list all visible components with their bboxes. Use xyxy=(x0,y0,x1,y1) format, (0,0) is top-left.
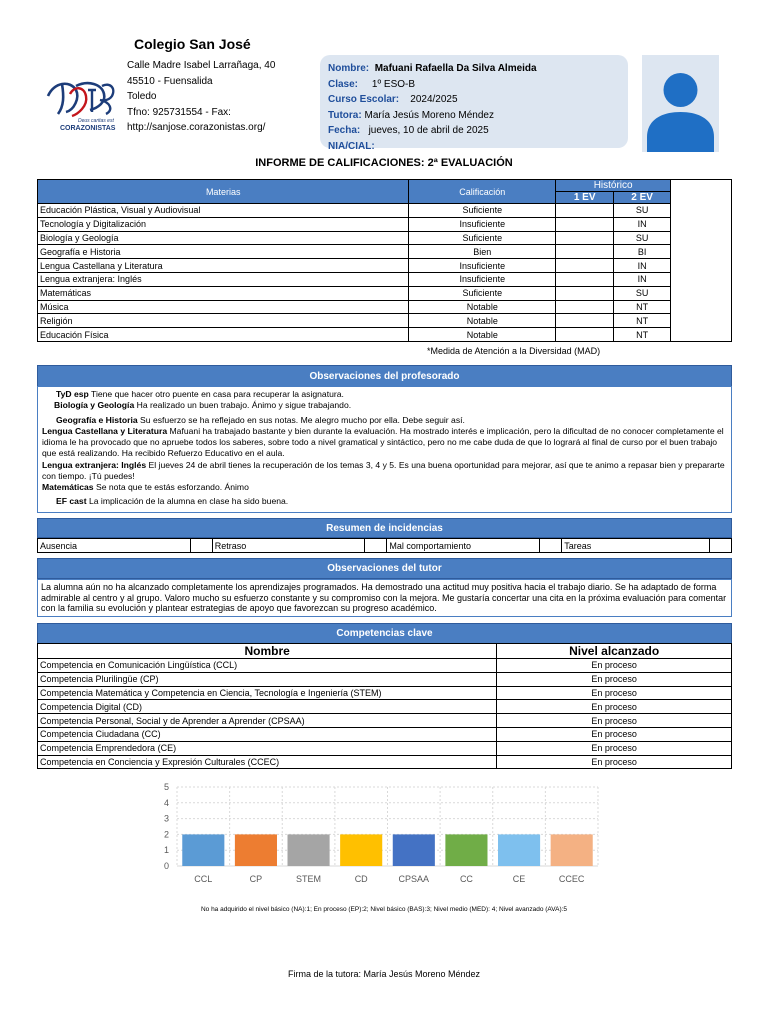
subject-grade: Notable xyxy=(409,328,556,342)
table-row xyxy=(38,727,732,741)
student-info xyxy=(328,61,537,154)
school-year: 2024/2025 xyxy=(410,94,458,105)
ev1-value xyxy=(556,300,614,314)
competency-name: Competencia Personal, Social y de Aprender a Aprender (CPSAA) xyxy=(38,714,497,728)
table-row xyxy=(38,672,732,686)
x-tick-label: CPSAA xyxy=(398,874,430,884)
ev2-value: NT xyxy=(614,328,671,342)
ev2-value: SU xyxy=(614,286,671,300)
subject-grade: Insuficiente xyxy=(409,272,556,286)
report-date: jueves, 10 de abril de 2025 xyxy=(368,125,489,136)
table-row xyxy=(38,659,732,673)
y-tick-label: 4 xyxy=(163,797,169,808)
competency-name: Competencia en Comunicación Lingüística (CCL) xyxy=(38,659,497,673)
ev2-header: 2 EV xyxy=(614,192,671,204)
table-row xyxy=(38,217,732,231)
observation-subject: Matemáticas xyxy=(42,482,94,493)
ev1-value xyxy=(556,245,614,259)
teacher-observations-box xyxy=(37,386,732,513)
address-line: Toledo xyxy=(127,91,157,102)
ev1-value xyxy=(556,286,614,300)
nia-label: NIA/CIAL: xyxy=(328,140,375,152)
ev2-value: NT xyxy=(614,300,671,314)
subject-name: Música xyxy=(38,300,409,314)
competency-level: En proceso xyxy=(497,686,732,700)
table-row xyxy=(38,204,732,218)
observation-subject: Lengua extranjera: Inglés xyxy=(42,459,147,470)
observation-text: El jueves 24 de abril tienes la recuperación de los temas 3, 4 y 5. Es una buena oportunidad para mejorar, así que te animo a repasar bien y prepararte con tiempo. ¡Tú puedes! xyxy=(42,459,725,482)
subject-name: Biología y Geología xyxy=(38,231,409,245)
table-row xyxy=(38,259,732,273)
subject-name: Lengua extranjera: Inglés xyxy=(38,272,409,286)
competency-level: En proceso xyxy=(497,741,732,755)
x-tick-label: CE xyxy=(512,874,526,884)
student-photo xyxy=(642,55,719,152)
observation-item xyxy=(42,482,727,493)
report-title: INFORME DE CALIFICACIONES: 2ª EVALUACIÓN xyxy=(255,157,513,169)
observation-subject: EF cast xyxy=(56,495,87,506)
table-row xyxy=(38,755,732,769)
ev2-value: BI xyxy=(614,245,671,259)
incident-value xyxy=(709,539,731,553)
phone-line: Tfno: 925731554 - Fax: xyxy=(127,106,231,118)
tutor-name: María Jesús Moreno Méndez xyxy=(364,109,494,121)
class-label: Clase: xyxy=(328,78,359,90)
chart-bar xyxy=(182,834,224,866)
table-row xyxy=(38,700,732,714)
ev1-value xyxy=(556,328,614,342)
table-row xyxy=(38,539,732,553)
x-tick-label: CC xyxy=(459,874,473,884)
competency-name: Competencia Ciudadana (CC) xyxy=(38,727,497,741)
chart-bar xyxy=(288,834,330,866)
observation-text: Mafuani ha trabajado bastante y bien durante la evaluación. Ha mostrado interés e implicación, pero la dificultad de no conocer completamente el idioma le ha provocado que no apruebe todos los saberes, sobre todo a nivel gramatical y sintáctico, pero no me cabe duda de que lo logrará al final de curso por el buen trabajo que está realizando. Ha recibido Refuerzo Educativo en el aula. xyxy=(42,425,724,459)
ev2-value: IN xyxy=(614,272,671,286)
observation-text: Su esfuerzo se ha reflejado en sus notas. Me alegro mucho por ella. Debe seguir así. xyxy=(137,414,465,425)
incident-label: Ausencia xyxy=(38,539,191,553)
observation-item xyxy=(42,426,727,460)
subjects-header: Materias xyxy=(38,180,409,204)
incident-value xyxy=(365,539,387,553)
subject-grade: Suficiente xyxy=(409,204,556,218)
school-logo xyxy=(40,76,122,132)
subject-name: Educación Física xyxy=(38,328,409,342)
x-tick-label: CD xyxy=(354,874,368,884)
subject-grade: Suficiente xyxy=(409,231,556,245)
chart-bar xyxy=(235,834,277,866)
competency-level: En proceso xyxy=(497,659,732,673)
table-row xyxy=(38,286,732,300)
incident-label: Retraso xyxy=(212,539,365,553)
observation-subject: Biología y Geología xyxy=(54,400,135,411)
chart-bar xyxy=(393,834,435,866)
x-tick-label: CP xyxy=(249,874,263,884)
ev2-value: IN xyxy=(614,217,671,231)
subject-name: Tecnología y Digitalización xyxy=(38,217,409,231)
competency-name: Competencia en Conciencia y Expresión Culturales (CCEC) xyxy=(38,755,497,769)
grades-table xyxy=(37,179,732,342)
school-address xyxy=(127,58,275,136)
observation-item xyxy=(42,400,727,411)
teacher-observations-header: Observaciones del profesorado xyxy=(37,365,732,387)
chart-bar xyxy=(551,834,593,866)
table-row xyxy=(38,272,732,286)
table-row xyxy=(38,231,732,245)
competency-level: En proceso xyxy=(497,714,732,728)
student-class: 1º ESO-B xyxy=(371,78,416,90)
competencies-chart xyxy=(150,780,610,890)
ev1-value xyxy=(556,217,614,231)
subject-grade: Bien xyxy=(409,245,556,259)
incident-value xyxy=(540,539,562,553)
tutor-observations-box xyxy=(37,579,732,617)
incident-label: Mal comportamiento xyxy=(387,539,540,553)
teacher-observations-text xyxy=(38,387,731,509)
level-legend-note: No ha adquirido el nivel básico (NA):1; En proceso (EP):2; Nivel básico (BAS):3; Nivel medio (MED): 4; Nivel avanzado (AVA):5 xyxy=(200,906,568,913)
subject-name: Lengua Castellana y Literatura xyxy=(38,259,409,273)
x-tick-label: CCL xyxy=(194,874,213,884)
observation-subject: Geografía e Historia xyxy=(56,414,138,425)
observation-subject: TyD esp xyxy=(56,389,89,399)
competency-level: En proceso xyxy=(497,755,732,769)
incidents-table xyxy=(37,538,732,553)
competency-name: Competencia Digital (CD) xyxy=(38,700,497,714)
competency-name: Competencia Emprendedora (CE) xyxy=(38,741,497,755)
year-label: Curso Escolar: xyxy=(328,94,400,105)
competency-level: En proceso xyxy=(497,700,732,714)
tutor-signature: Firma de la tutora: María Jesús Moreno Méndez xyxy=(287,969,481,979)
table-row xyxy=(38,741,732,755)
competency-name: Competencia Matemática y Competencia en Ciencia, Tecnología e Ingeniería (STEM) xyxy=(38,686,497,700)
x-tick-label: CCEC xyxy=(558,874,585,884)
table-row xyxy=(38,328,732,342)
observation-item xyxy=(42,460,727,483)
competency-name-header: Nombre xyxy=(38,644,497,659)
chart-bar xyxy=(498,834,540,866)
subject-name: Religión xyxy=(38,314,409,328)
address-line: Calle Madre Isabel Larrañaga, 40 xyxy=(127,60,276,71)
subject-name: Matemáticas xyxy=(38,286,409,300)
subject-name: Educación Plástica, Visual y Audiovisual xyxy=(38,204,409,218)
competency-level: En proceso xyxy=(497,727,732,741)
website-link[interactable]: http://sanjose.corazonistas.org/ xyxy=(127,122,266,133)
empty-column xyxy=(671,180,732,342)
x-tick-label: STEM xyxy=(296,874,322,884)
address-line: 45510 - Fuensalida xyxy=(127,75,213,87)
ev1-header: 1 EV xyxy=(556,192,614,204)
tutor-label: Tutora: xyxy=(328,109,362,121)
competency-level-header: Nivel alcanzado xyxy=(497,644,732,659)
observation-item xyxy=(42,389,727,400)
tutor-observations-header: Observaciones del tutor xyxy=(37,558,732,579)
subject-grade: Suficiente xyxy=(409,286,556,300)
competencies-table xyxy=(37,643,732,769)
ev1-value xyxy=(556,272,614,286)
incidents-header: Resumen de incidencias xyxy=(37,518,732,538)
observation-text: Tiene que hacer otro puente en casa para recuperar la asignatura. xyxy=(88,389,344,399)
avatar-icon xyxy=(642,55,719,152)
table-row xyxy=(38,686,732,700)
logo-motto: Deus caritas est xyxy=(78,118,114,124)
ev1-value xyxy=(556,204,614,218)
chart-bar xyxy=(445,834,487,866)
subject-grade: Notable xyxy=(409,300,556,314)
observation-text: Se nota que te estás esforzando. Ánimo xyxy=(93,482,249,493)
mad-note: *Medida de Atención a la Diversidad (MAD) xyxy=(427,346,601,356)
ev1-value xyxy=(556,314,614,328)
school-name: Colegio San José xyxy=(134,36,251,52)
logo-text: CORAZONISTAS xyxy=(60,125,116,132)
y-tick-label: 0 xyxy=(163,861,169,871)
y-tick-label: 5 xyxy=(163,782,169,792)
table-row xyxy=(38,714,732,728)
observation-item xyxy=(42,412,727,426)
incident-label: Tareas xyxy=(562,539,710,553)
ev2-value: IN xyxy=(614,259,671,273)
student-name: Mafuani Rafaella Da Silva Almeida xyxy=(374,63,537,74)
subject-grade: Notable xyxy=(409,314,556,328)
subject-grade: Insuficiente xyxy=(409,259,556,273)
competencies-header: Competencias clave xyxy=(37,623,732,644)
competency-name: Competencia Plurilingüe (CP) xyxy=(38,672,497,686)
chart-bar xyxy=(340,834,382,866)
name-label: Nombre: xyxy=(328,63,370,74)
history-header: Histórico xyxy=(556,180,671,192)
subject-grade: Insuficiente xyxy=(409,217,556,231)
table-row xyxy=(38,314,732,328)
y-tick-label: 2 xyxy=(163,829,169,840)
ev1-value xyxy=(556,231,614,245)
observation-item xyxy=(42,494,727,507)
ev2-value: SU xyxy=(614,231,671,245)
observation-text: Ha realizado un buen trabajo. Ánimo y sigue trabajando. xyxy=(134,400,352,411)
ev1-value xyxy=(556,259,614,273)
ev2-value: NT xyxy=(614,314,671,328)
observation-subject: Lengua Castellana y Literatura xyxy=(42,425,168,436)
date-label: Fecha: xyxy=(328,125,361,136)
subject-name: Geografía e Historia xyxy=(38,245,409,259)
table-row xyxy=(38,245,732,259)
ev2-value: SU xyxy=(614,204,671,218)
incident-value xyxy=(190,539,212,553)
observation-text: La implicación de la alumna en clase ha sido buena. xyxy=(86,495,289,506)
table-row xyxy=(38,300,732,314)
grade-header: Calificación xyxy=(409,180,556,204)
y-tick-label: 1 xyxy=(163,845,169,856)
tutor-observations-text: La alumna aún no ha alcanzado completamente los aprendizajes programados. Ha demostrado una actitud muy positiva hacia el trabajo diario. Se ha adaptado de forma admirable al centro y al grupo. Valoro mucho su esfuerzo constante y su compromiso con la mejora. Me gustaría concertar una cita en la próxima evaluación para comentar con la familia su evolución y plantear estrategias de apoyo que favorezcan su progreso académico. xyxy=(41,582,727,613)
y-tick-label: 3 xyxy=(163,813,169,824)
competency-level: En proceso xyxy=(497,672,732,686)
